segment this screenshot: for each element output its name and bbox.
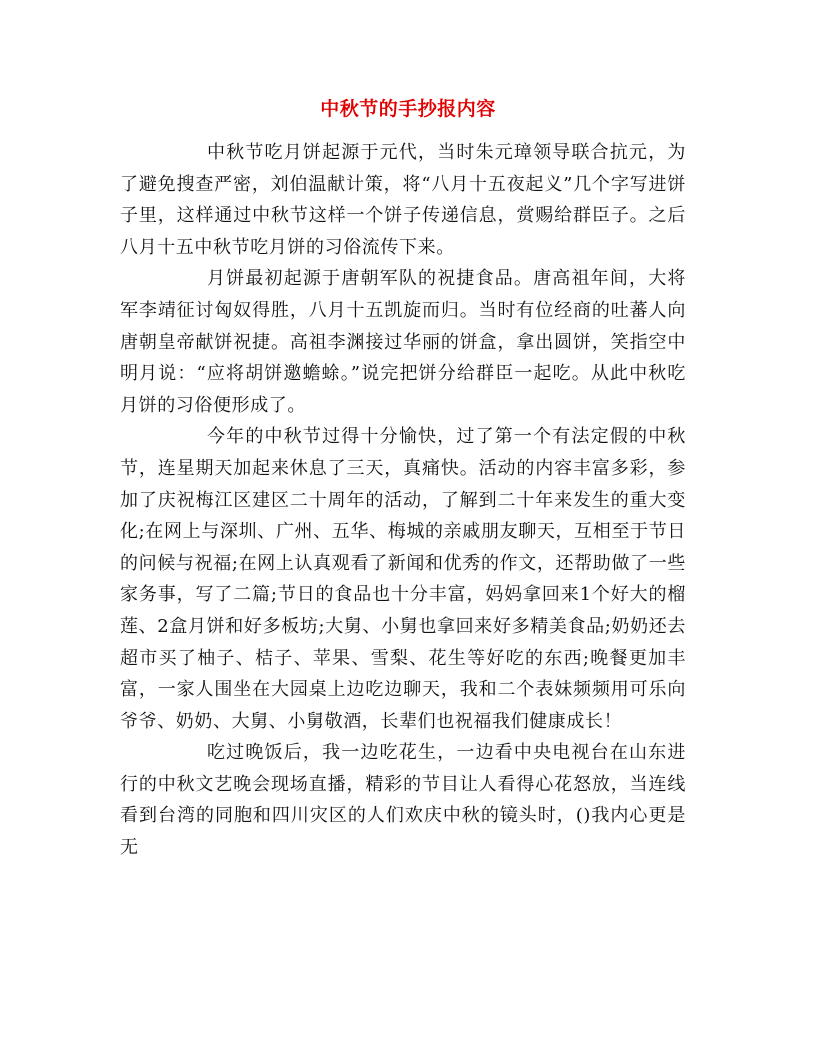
document-title: 中秋节的手抄报内容 — [320, 98, 496, 120]
document-body — [120, 137, 686, 864]
paragraph-1: 中秋节吃月饼起源于元代，当时朱元璋领导联合抗元，为了避免搜查严密，刘伯温献计策，将“八月十五夜起义”几个字写进饼子里，这样通过中秋节这样一个饼子传递信息，赏赐给群臣子。之后八月十五中秋节吃月饼的习俗流传下来。 — [120, 142, 686, 258]
paragraph-2: 月饼最初起源于唐朝军队的祝捷食品。唐高祖年间，大将军李靖征讨匈奴得胜，八月十五凯旋而归。当时有位经商的吐蕃人向唐朝皇帝献饼祝捷。高祖李渊接过华丽的饼盒，拿出圆饼，笑指空中明月说：“应将胡饼邀蟾蜍。”说完把饼分给群臣一起吃。从此中秋吃月饼的习俗便形成了。 — [120, 268, 686, 416]
paragraph-4: 吃过晚饭后，我一边吃花生，一边看中央电视台在山东进行的中秋文艺晚会现场直播，精彩的节目让人看得心花怒放，当连线看到台湾的同胞和四川灾区的人们欢庆中秋的镜头时，()我内心更是无 — [120, 742, 686, 859]
paragraph-3: 今年的中秋节过得十分愉快，过了第一个有法定假的中秋节，连星期天加起来休息了三天，真痛快。活动的内容丰富多彩，参加了庆祝梅江区建区二十周年的活动，了解到二十年来发生的重大变化;在网上与深圳、广州、五华、梅城的亲戚朋友聊天，互相至于节日的问候与祝福;在网上认真观看了新闻和优秀的作文，还帮助做了一些家务事，写了二篇;节日的食品也十分丰富，妈妈拿回来1个好大的榴莲、2盒月饼和好多板坊;大舅、小舅也拿回来好多精美食品;奶奶还去超市买了柚子、桔子、苹果、雪梨、花生等好吃的东西;晚餐更加丰富，一家人围坐在大园桌上边吃边聊天，我和二个表妹频频用可乐向爷爷、奶奶、大舅、小舅敬酒，长辈们也祝福我们健康成长！ — [120, 426, 686, 732]
